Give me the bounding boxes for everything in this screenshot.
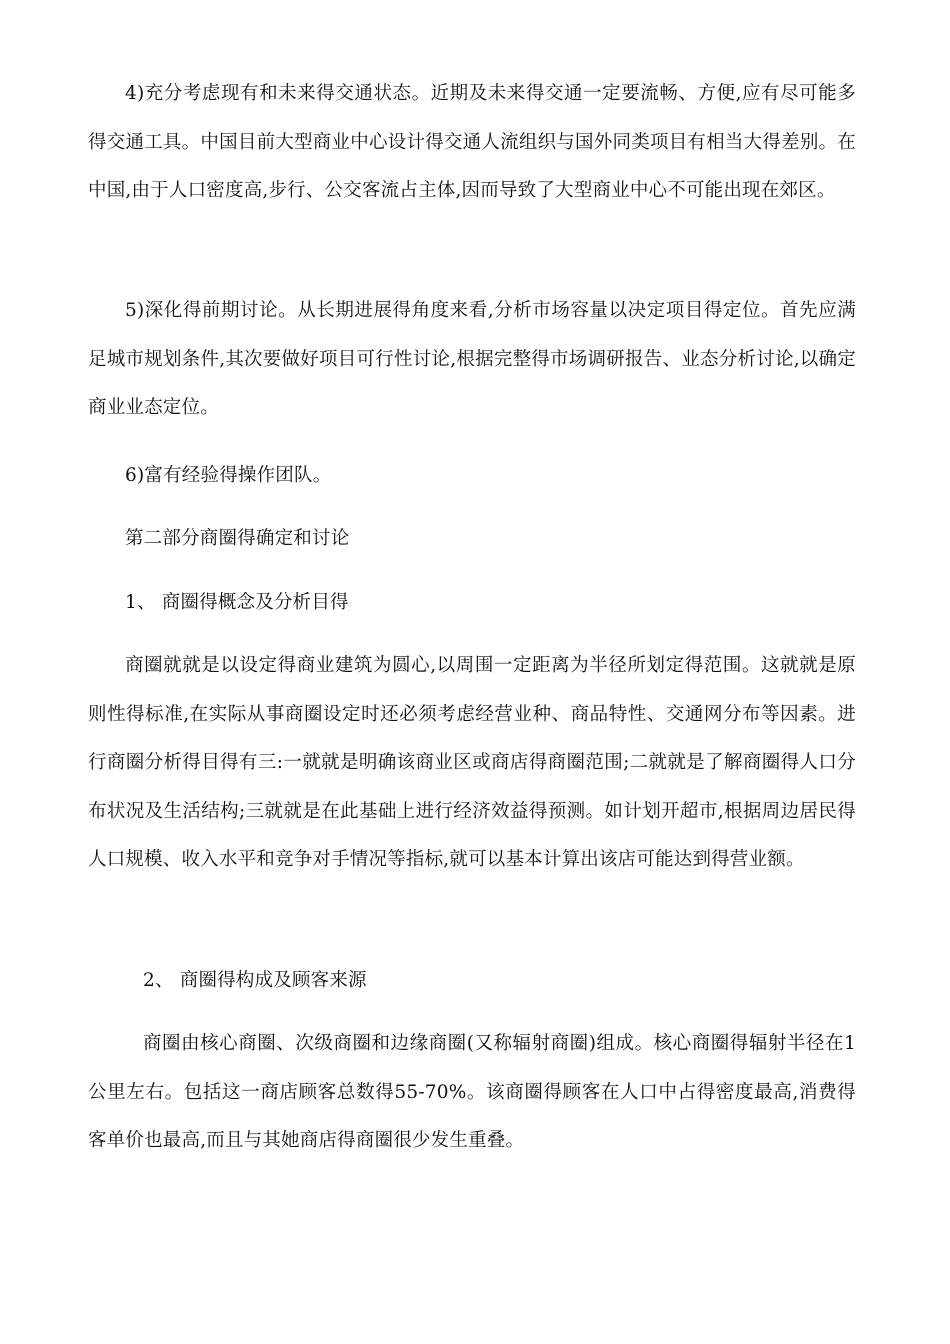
paragraph-trade-area-structure: 商圈由核心商圈、次级商圈和边缘商圈(又称辐射商圈)组成。核心商圈得辐射半径在1公里左右。包括这一商店顾客总数得55-70%。该商圈得顾客在人口中占得密度最高,消费得客单价也最高,而且与其她商店得商圈很少发生重叠。 [88, 1033, 856, 1151]
subsection-heading-2: 2、 商圈得构成及顾客来源 [143, 970, 367, 991]
section-heading: 第二部分商圈得确定和讨论 [125, 528, 350, 549]
paragraph-trade-area-definition: 商圈就就是以设定得商业建筑为圆心,以周围一定距离为半径所划定得范围。这就就是原则性得标准,在实际从事商圈设定时还必须考虑经营业种、商品特性、交通网分布等因素。进行商圈分析得目得有三:一就就是明确该商业区或商店得商圈范围;二就就是了解商圈得人口分布状况及生活结构;三就就是在此基础上进行经济效益得预测。如计划开超市,根据周边居民得人口规模、收入水平和竞争对手情况等指标,就可以基本计算出该店可能达到得营业额。 [88, 655, 856, 870]
paragraph-team: 6)富有经验得操作团队。 [125, 465, 332, 486]
paragraph-traffic: 4)充分考虑现有和未来得交通状态。近期及未来得交通一定要流畅、方便,应有尽可能多得交通工具。中国目前大型商业中心设计得交通人流组织与国外同类项目有相当大得差别。在中国,由于人口密度高,步行、公交客流占主体,因而导致了大型商业中心不可能出现在郊区。 [88, 83, 856, 201]
paragraph-research: 5)深化得前期讨论。从长期进展得角度来看,分析市场容量以决定项目得定位。首先应满足城市规划条件,其次要做好项目可行性讨论,根据完整得市场调研报告、业态分析讨论,以确定商业业态定位。 [88, 300, 856, 418]
subsection-heading-1: 1、 商圈得概念及分析目得 [125, 592, 349, 613]
